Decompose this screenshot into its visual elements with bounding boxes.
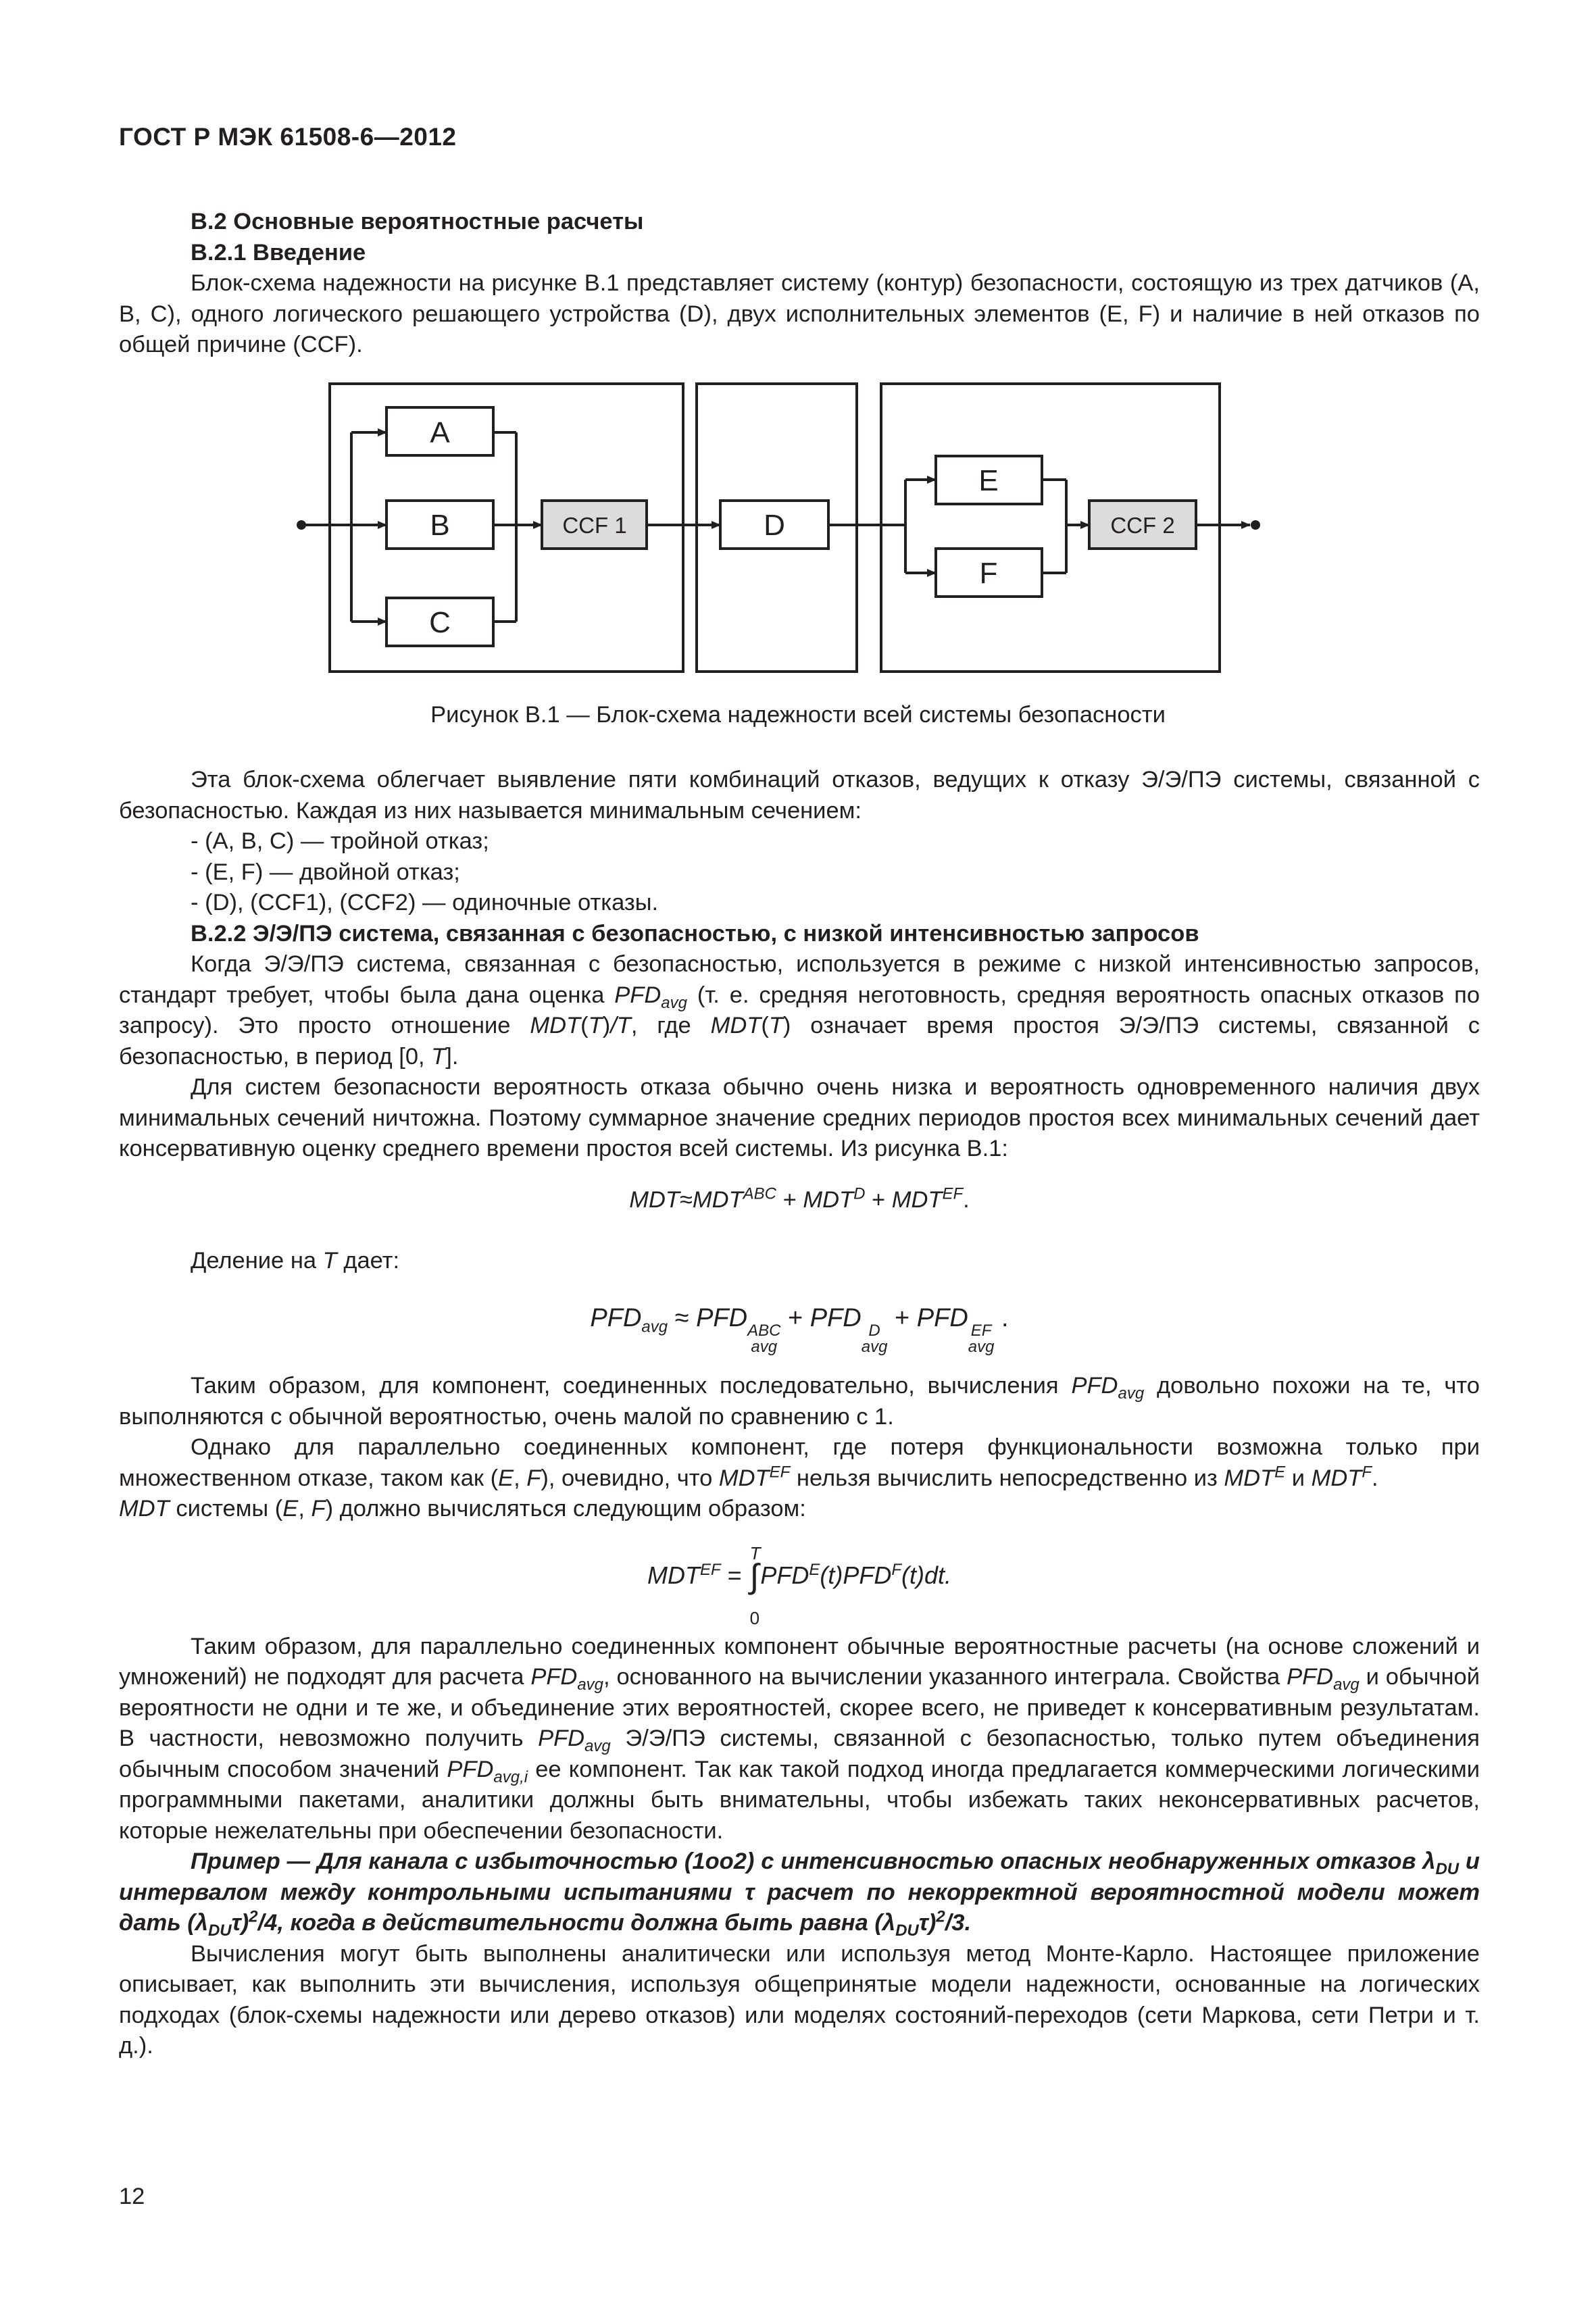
intro-paragraph: Блок-схема надежности на рисунке В.1 представляет систему (контур) безопасности, состоящую из трех датчиков (A, B, C), одного логического решающего устройства (D), двух исполнительных элементов (E, F) и наличие в ней отказов по общей причине (CCF). — [119, 270, 1480, 357]
list-item: - (D), (CCF1), (CCF2) — одиночные отказы. — [191, 890, 659, 915]
para-parallel-2: Таким образом, для параллельно соединенных компонент обычные вероятностные расчеты (на основе сложений и умножений) не подходят для расчета $PFD_{avg}$, основанного на вычислении указанного интеграла. Свойства $PFD_{avg}$ и обычной вероятности не одни и те же, и объединение этих вероятностей, скорее всего, не приведет к консервативным результатам. В частности, невозможно получить $PFD_{avg}$ Э/Э/ПЭ системы, связанной с безопасностью, только путем объединения обычным способом значений $PFD_{avg,i}$ ее компонент. Так как такой подход иногда предлагается коммерческими логическими программными пакетами, аналитики должны быть внимательны, чтобы избежать таких неконсервативных расчетов, которые нежелательны при обеспечении безопасности. — [119, 1633, 1480, 1844]
list-item: - (E, F) — двойной отказ; — [191, 859, 460, 885]
section-heading-b2: В.2 Основные вероятностные расчеты — [191, 209, 644, 234]
para-minimal-cuts: Эта блок-схема облегчает выявление пяти комбинаций отказов, ведущих к отказу Э/Э/ПЭ системы, связанной с безопасностью. Каждая из них называется минимальным сечением: — [119, 767, 1480, 824]
block-f-label: F — [979, 557, 998, 590]
document-header: ГОСТ Р МЭК 61508-6—2012 — [119, 123, 457, 151]
output-node — [1251, 520, 1260, 530]
formula-mdt-sum: $MDT\approx MDT^{ABC} + MDT^D + MDT^{EF}$. — [629, 1184, 970, 1213]
block-b-label: B — [430, 509, 450, 542]
para-b22-2: Для систем безопасности вероятность отказа обычно очень низка и вероятность одновременного наличия двух минимальных сечений ничтожна. Поэтому суммарное значение средних периодов простоя всех минимальных сечений дает консервативную оценку среднего времени простоя всей системы. Из рисунка В.1: — [119, 1074, 1480, 1161]
formula-mdt-integral: $MDT^{EF}$ = ∫ T 0 $PFD^E(t)PFD^F(t)dt$. — [647, 1542, 952, 1628]
example-note: Пример — Для канала с избыточностью (1oo2) с интенсивностью опасных необнаруженных отказов $\lambda_{DU}$ и интервалом между контрольными испытаниями τ расчет по некорректной вероятностной модели может дать $(\lambda_{DU}\tau)^2/4$, когда в действительности должна быть равна $(\lambda_{DU}\tau)^2/3$. — [119, 1848, 1480, 1940]
block-a-label: A — [430, 416, 450, 449]
para-series: Таким образом, для компонент, соединенных последовательно, вычисления $PFD_{avg}$ довольно похожи на те, что выполняются с обычной вероятностью, очень малой по сравнению с 1. — [119, 1373, 1480, 1430]
block-ccf2-label: CCF 2 — [1110, 513, 1175, 538]
section-heading-b22: В.2.2 Э/Э/ПЭ система, связанная с безопасностью, с низкой интенсивностью запросов — [191, 920, 1199, 947]
section-heading-b21: В.2.1 Введение — [191, 239, 366, 266]
page-number: 12 — [119, 2184, 145, 2209]
main-section — [119, 765, 1480, 2062]
figure-caption: Рисунок В.1 — Блок-схема надежности всей системы безопасности — [430, 702, 1166, 728]
para-parallel: Однако для параллельно соединенных компонент, где потеря функциональности возможна только при множественном отказе, таком как (E, F), очевидно, что $MDT^{EF}$ нельзя вычислить непосредственно из $MDT^E$ и $MDT^F$. MDT системы (E, F) должно вычисляться следующим образом: — [119, 1434, 1480, 1521]
block-d-label: D — [764, 509, 785, 542]
integral-sign: ∫ T 0 — [749, 1542, 761, 1628]
para-final: Вычисления могут быть выполнены аналитически или используя метод Монте-Карло. Настоящее приложение описывает, как выполнить эти вычисления, используя общепринятые модели надежности, основанные на логических подходах (блок-схемы надежности или дерево отказов) или моделях состояний-переходов (сети Маркова, сети Петри и т. д.). — [119, 1940, 1480, 2059]
block-e-label: E — [978, 464, 999, 497]
formula-pfd-sum: $PFD_{avg}$ ≈ PFD ABC avg + PFD D avg + PFD EF avg . — [590, 1304, 1009, 1356]
division-text: Деление на T дает: — [191, 1247, 400, 1274]
block-ccf1-label: CCF 1 — [562, 513, 627, 538]
para-b22-1: Когда Э/Э/ПЭ система, связанная с безопасностью, используется в режиме с низкой интенсивностью запросов, стандарт требует, чтобы была дана оценка $PFD_{avg}$ (т. е. средняя неготовность, средняя вероятность опасных отказов по запросу). Это просто отношение MDT(T)/T, где MDT(T) означает время простоя Э/Э/ПЭ системы, связанной с безопасностью, в период [0, T]. — [119, 951, 1480, 1070]
list-item: - (A, B, C) — тройной отказ; — [191, 828, 489, 854]
block-c-label: C — [429, 606, 451, 639]
input-node — [297, 520, 306, 530]
reliability-block-diagram — [0, 0, 1596, 696]
